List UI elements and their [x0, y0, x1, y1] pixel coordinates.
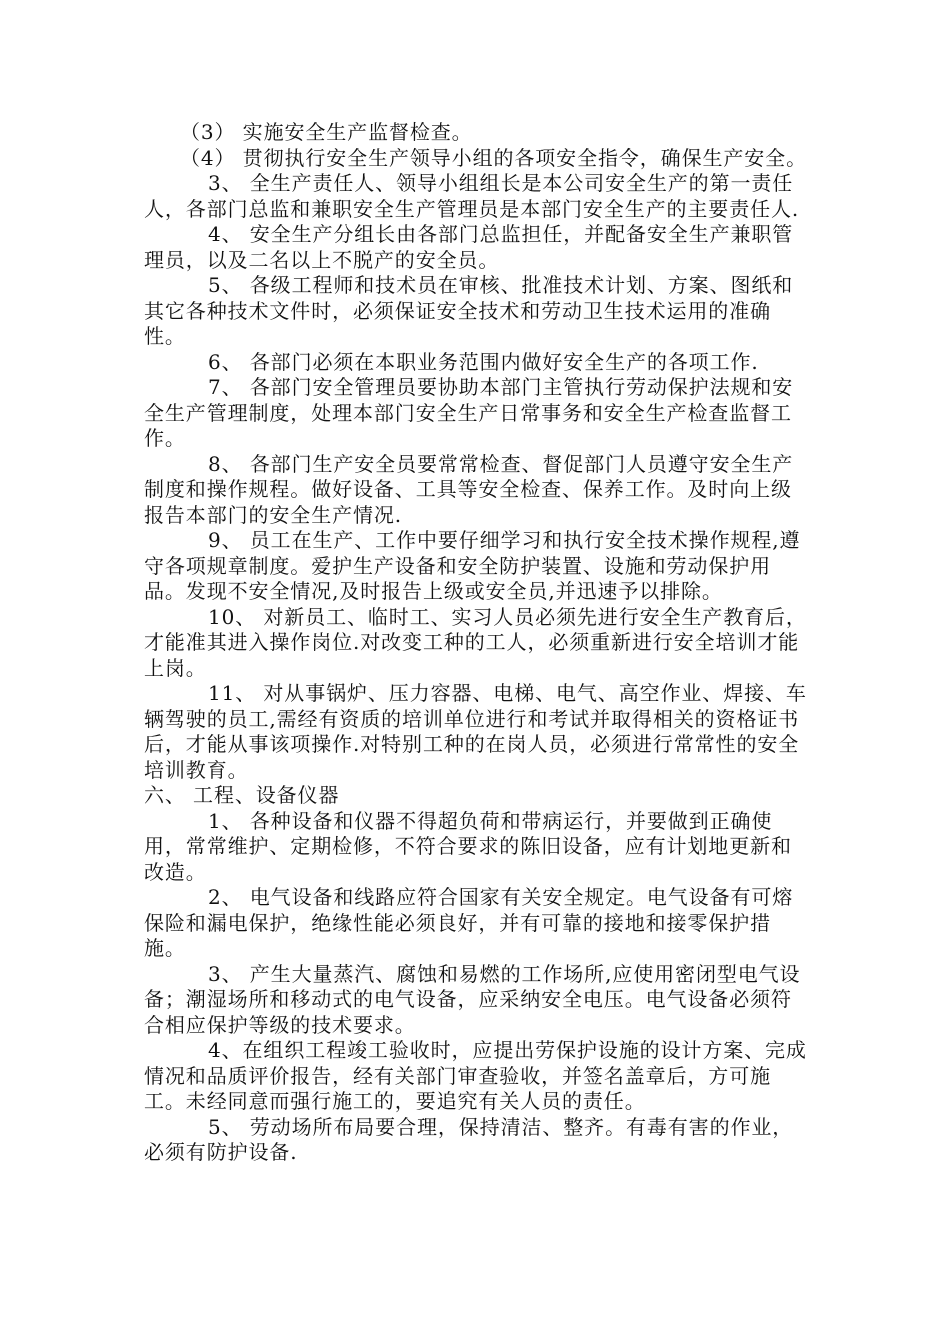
paragraph-equipment-1: 1、 各种设备和仪器不得超负荷和带病运行，并要做到正确使用，常常维护、定期检修，不符合要求的陈旧设备，应有计划地更新和改造。	[144, 808, 792, 884]
paragraph-clause-9: 9、 员工在生产、工作中要仔细学习和执行安全技术操作规程,遵守各项规章制度。爱护生产设备和安全防护装置、设施和劳动保护用品。发现不安全情况,及时报告上级或安全员,并迅速予以排除。	[144, 528, 801, 603]
paragraph-clause-7: 7、 各部门安全管理员要协助本部门主管执行劳动保护法规和安全生产管理制度，处理本部门安全生产日常事务和安全生产检查监督工作。	[144, 375, 794, 450]
paragraph-equipment-5: 5、 劳动场所布局要合理，保持清洁、整齐。有毒有害的作业，必须有防护设备.	[144, 1114, 794, 1164]
paragraph-clause-4: 4、 安全生产分组长由各部门总监担任，并配备安全生产兼职管理员，以及二名以上不脱产的安全员。	[144, 222, 794, 272]
paragraph-clause-8: 8、 各部门生产安全员要常常检查、督促部门人员遵守安全生产制度和操作规程。做好设备、工具等安全检查、保养工作。及时向上级报告本部门的安全生产情况.	[144, 451, 794, 527]
paragraph-clause-10: 10、 对新员工、临时工、实习人员必须先进行安全生产教育后，才能准其进入操作岗位.对改变工种的工人，必须重新进行安全培训才能上岗。	[144, 604, 807, 680]
paragraph-equipment-4: 4、在组织工程竣工验收时，应提出劳保护设施的设计方案、完成情况和品质评价报告，经有关部门审查验收，并签名盖章后，方可施工。未经同意而强行施工的，要追究有关人员的责任。	[144, 1038, 807, 1113]
paragraph-clause-11: 11、 对从事锅炉、压力容器、电梯、电气、高空作业、焊接、车辆驾驶的员工,需经有资质的培训单位进行和考试并取得相关的资格证书后，才能从事该项操作.对特别工种的在岗人员，必须进行常常性的安全培训教育。	[144, 681, 807, 782]
paragraph-clause-5: 5、 各级工程师和技术员在审核、批准技术计划、方案、图纸和其它各种技术文件时，必须保证安全技术和劳动卫生技术运用的准确性。	[144, 273, 794, 348]
document-body	[144, 120, 811, 1166]
paragraph-item-4: （4） 贯彻执行安全生产领导小组的各项安全指令，确保生产安全。	[180, 145, 807, 170]
paragraph-clause-3: 3、 全生产责任人、领导小组组长是本公司安全生产的第一责任人，各部门总监和兼职安全生产管理员是本部门安全生产的主要责任人.	[144, 171, 800, 221]
section-heading-6: 六、 工程、设备仪器	[144, 783, 340, 807]
paragraph-clause-6: 6、 各部门必须在本职业务范围内做好安全生产的各项工作.	[208, 349, 759, 374]
paragraph-item-3: （3） 实施安全生产监督检查。	[180, 120, 473, 144]
paragraph-equipment-3: 3、 产生大量蒸汽、腐蚀和易燃的工作场所,应使用密闭型电气设备；潮湿场所和移动式的电气设备，应采纳安全电压。电气设备必须符合相应保护等级的技术要求。	[144, 961, 801, 1037]
paragraph-equipment-2: 2、 电气设备和线路应符合国家有关安全规定。电气设备有可熔保险和漏电保护，绝缘性能必须良好，并有可靠的接地和接零保护措施。	[144, 885, 794, 960]
